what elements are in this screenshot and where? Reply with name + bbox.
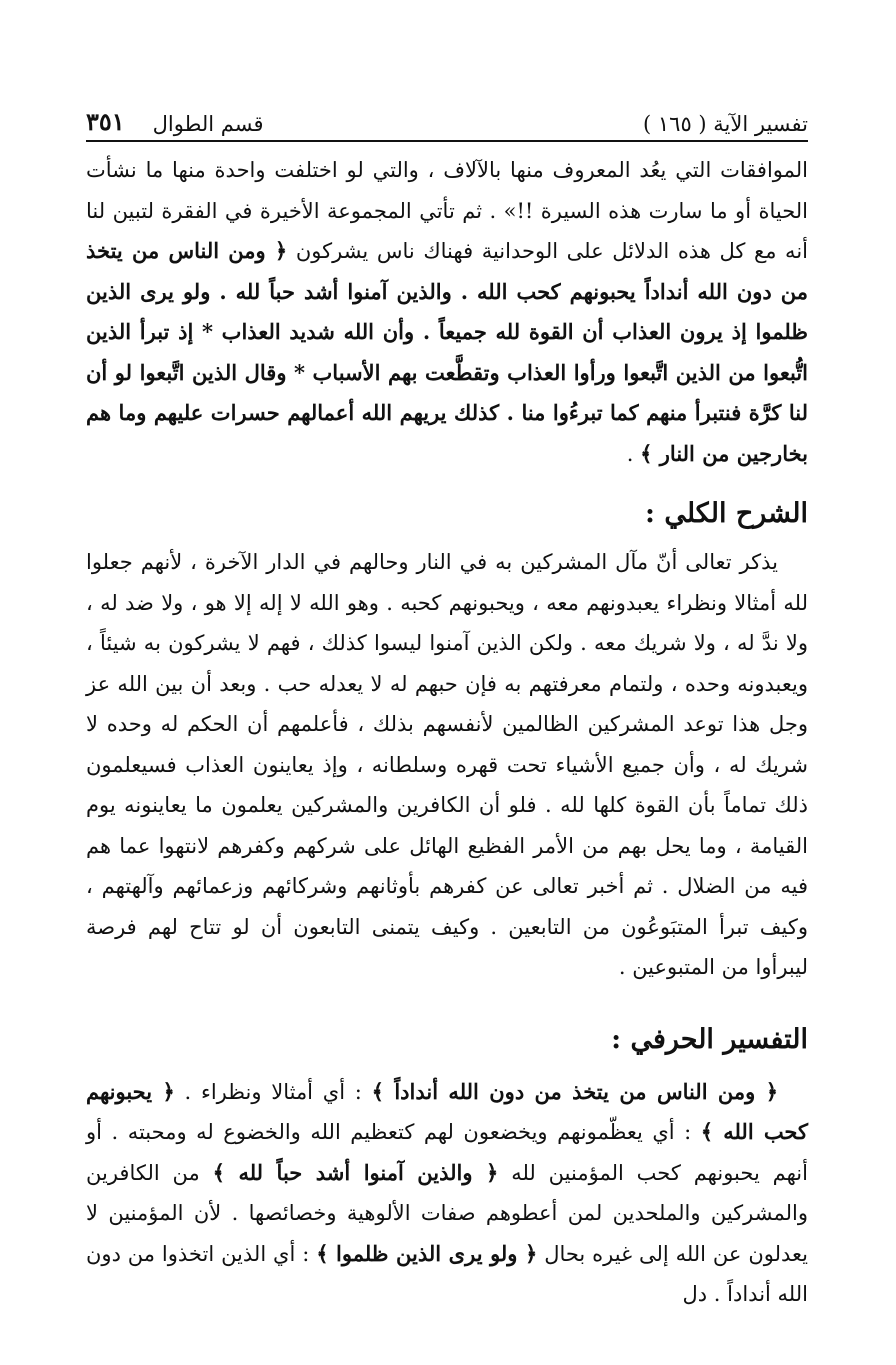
header-section-name: قسم الطوال (152, 112, 264, 136)
page-content (86, 150, 808, 1315)
quran-bracket-close: ﴾ (700, 1119, 714, 1144)
page-number: ٣٥١ (86, 107, 125, 136)
quran-phrase: والذين آمنوا أشد حباً لله (224, 1159, 487, 1185)
general-explanation-heading: الشرح الكلي : (645, 498, 808, 529)
quran-bracket-open: ﴿ (524, 1240, 538, 1266)
quran-bracket-close: ﴾ (212, 1159, 225, 1185)
explanation-text: من الكافرين والمشركين والملحدين لمن أعطوهم صفات الألوهية وخصائصها . لأن المؤمنين لا يعدلون عن الله إلى غيره بحال (86, 1160, 808, 1266)
explanation-text: : أي يعظّمونهم ويخضعون لهم كتعظيم الله والخضوع له ومحبته . أو أنهم يحبونهم كحب المؤمنين لله (86, 1120, 808, 1185)
quran-bracket-close: ﴾ (371, 1078, 384, 1104)
quran-bracket-close: ﴾ (316, 1240, 329, 1266)
intro-text-1: الموافقات التي يعُد المعروف منها بالآلاف ، والتي لو اختلفت واحدة منها ما نشأت الحياة أو ما سارت هذه السيرة !!» . ثم تأتي المجموعة الأخيرة في الفقرة لتبين لنا أنه مع كل هذه الدلائل على الوحدانية فهناك ناس يشركون (86, 158, 808, 263)
explanation-text: : أي أمثالا ونظراء . (174, 1079, 372, 1104)
quran-phrase: ومن الناس من يتخذ من دون الله أنداداً (383, 1078, 766, 1104)
quran-bracket-open: ﴿ (486, 1159, 499, 1185)
quran-bracket-open: ﴿ (162, 1078, 175, 1104)
quran-verse: ومن الناس من يتخذ من دون الله أنداداً يحبونهم كحب الله . والذين آمنوا أشد حباً لله . ولو يرى الذين ظلموا إذ يرون العذاب أن القوة لله جميعاً . وأن الله شديد العذاب * إذ تبرأ الذين اتُّبعوا من الذين اتَّبعوا ورأوا العذاب وتقطَّعت بهم الأسباب * وقال الذين اتَّبعوا لو أن لنا كرَّة فنتبرأ منهم كما تبرءُوا منا . كذلك يريهم الله أعمالهم حسرات عليهم وما هم بخارجين من النار (86, 238, 808, 466)
quran-bracket-open: ﴿ (765, 1078, 778, 1104)
explanation-text: : أي الذين اتخذوا من دون الله أنداداً . دل (86, 1241, 808, 1306)
quran-phrase: ولو يرى الذين ظلموا (328, 1240, 525, 1266)
literal-explanation-paragraph (86, 1072, 808, 1315)
quran-phrase: يحبونهم كحب الله (86, 1078, 808, 1144)
literal-explanation-heading: التفسير الحرفي : (611, 1023, 808, 1055)
header-left-group (86, 107, 264, 136)
quran-bracket-close: ﴾ (640, 440, 653, 466)
header-verse-title: تفسير الآية ( ١٦٥ ) (643, 112, 808, 136)
intro-paragraph (86, 150, 808, 474)
quran-bracket-open: ﴿ (274, 238, 288, 263)
intro-text-2: . (626, 441, 641, 466)
running-header (86, 96, 808, 142)
general-explanation-paragraph: يذكر تعالى أنّ مآل المشركين به في النار وحالهم في الدار الآخرة ، لأنهم جعلوا لله أمثالا ونظراء يعبدونهم معه ، ويحبونهم كحبه . وهو الله لا إله إلا هو ، ولا ضد له ، ولا ندَّ له ، ولا شريك معه . ولكن الذين آمنوا ليسوا كذلك ، فهم لا يشركون به شيئاً ، ويعبدونه وحده ، ولتمام معرفتهم به فإن حبهم له لا يعدله حب . وبعد أن بين الله عز وجل هذا توعد المشركين الظالمين لأنفسهم بذلك ، فأعلمهم أن الحكم له وحده لا شريك له ، وأن جميع الأشياء تحت قهره وسلطانه ، وإذ يعاينون العذاب فسيعلمون ذلك تماماً بأن القوة كلها لله . فلو أن الكافرين والمشركين يعلمون ما يعاينونه يوم القيامة ، وما يحل بهم من الأمر الفظيع الهائل على شركهم وكفرهم لانتهوا عما هم فيه من الضلال . ثم أخبر تعالى عن كفرهم بأوثانهم وشركائهم وزعمائهم وآلهتهم ، وكيف تبرأ المتبَوعُون من التابعين . وكيف يتمنى التابعون أن لو تتاح لهم فرصة ليبرأوا من المتبوعين . (86, 550, 808, 979)
